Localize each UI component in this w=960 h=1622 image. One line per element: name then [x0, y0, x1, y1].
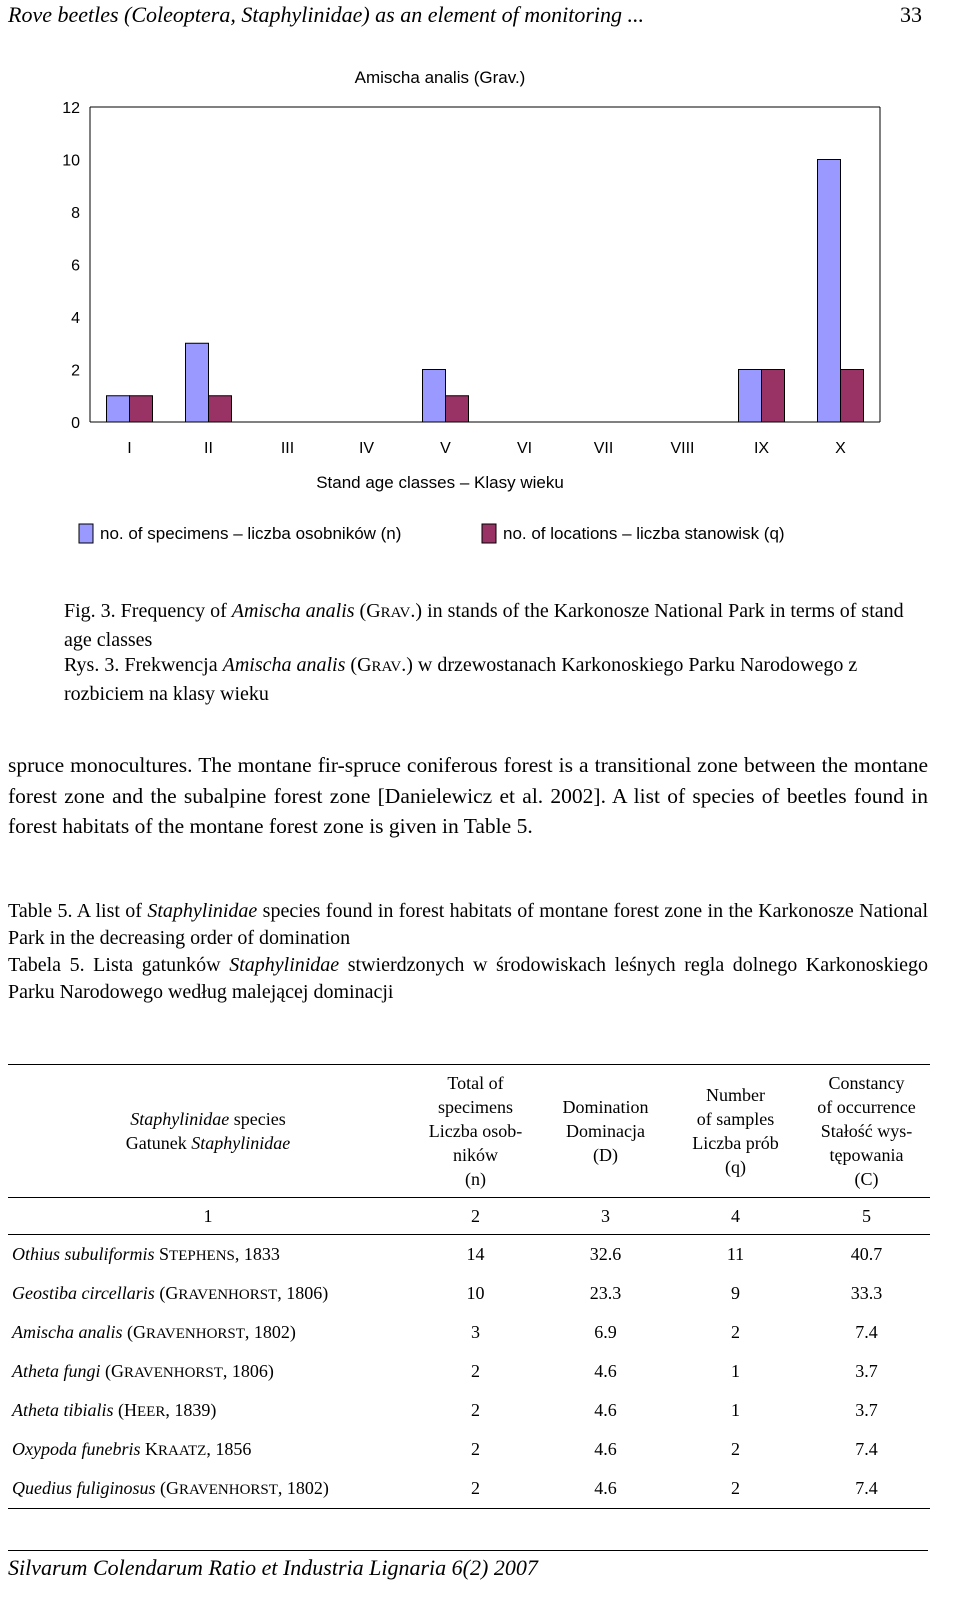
journal-footer: Silvarum Colendarum Ratio et Industria Lignaria 6(2) 2007	[8, 1555, 538, 1580]
header-total-specimens: Total of specimens Liczba osob- ników (n)	[408, 1065, 543, 1198]
legend-swatch-specimens	[79, 524, 93, 543]
x-tick-label: V	[440, 440, 451, 457]
constancy-cell: 40.7	[850, 1244, 883, 1264]
x-tick-label: X	[835, 440, 846, 457]
samples-cell: 2	[731, 1322, 740, 1342]
species-table	[8, 1064, 930, 1509]
constancy-cell: 33.3	[850, 1283, 883, 1303]
header-species: Staphylinidae species Gatunek Staphylinidae	[8, 1065, 408, 1198]
bar-locations-IX	[762, 370, 785, 423]
species-name-cell: Geostiba circellaris (GRAVENHORST, 1806)	[12, 1283, 329, 1303]
frequency-chart	[0, 55, 960, 555]
domination-cell: 32.6	[589, 1244, 622, 1264]
x-tick-label: III	[280, 440, 295, 457]
specimens-cell: 10	[466, 1283, 485, 1303]
constancy-cell: 7.4	[855, 1322, 878, 1342]
species-name-cell: Atheta fungi (GRAVENHORST, 1806)	[12, 1361, 274, 1381]
x-tick-label: I	[127, 440, 132, 457]
x-tick-label: IV	[358, 440, 375, 457]
specimens-cell: 3	[471, 1322, 480, 1342]
x-tick-label: II	[204, 440, 213, 457]
chart-title: Amischa analis (Grav.)	[354, 68, 526, 87]
domination-cell: 4.6	[594, 1439, 617, 1459]
bar-locations-II	[209, 396, 232, 422]
table-row	[8, 1430, 930, 1469]
bar-specimens-II	[186, 343, 209, 422]
domination-cell: 23.3	[589, 1283, 622, 1303]
species-name-cell: Oxypoda funebris KRAATZ, 1856	[12, 1439, 252, 1459]
legend-label-specimens: no. of specimens – liczba osobników (n)	[100, 524, 402, 543]
header-number-of-samples: Number of samples Liczba prób (q)	[668, 1065, 803, 1198]
species-name-cell: Othius subuliformis STEPHENS, 1833	[12, 1244, 280, 1264]
x-tick-label: IX	[753, 440, 770, 457]
table-caption	[8, 898, 928, 1006]
table-row	[8, 1313, 930, 1352]
samples-cell: 1	[731, 1361, 740, 1381]
specimens-cell: 2	[408, 1469, 543, 1509]
constancy-cell: 3.7	[855, 1361, 878, 1381]
samples-cell: 9	[731, 1283, 740, 1303]
y-tick-label: 0	[71, 415, 80, 432]
y-tick-label: 6	[71, 257, 80, 275]
samples-cell: 2	[731, 1439, 740, 1459]
x-tick-label: VI	[516, 440, 533, 457]
domination-cell: 4.6	[543, 1469, 668, 1509]
specimens-cell: 14	[466, 1244, 485, 1264]
table-row	[8, 1469, 930, 1509]
body-paragraph: spruce monocultures. The montane fir-spruce coniferous forest is a transitional zone between the montane forest zone and the subalpine forest zone [Danielewicz et al. 2002]. A list of species of beetles found in forest habitats of the montane forest zone is given in Table 5.	[8, 753, 928, 838]
figure-caption-en: Fig. 3. Frequency of Amischa analis (GRAV.) in stands of the Karkonosze National Park in terms of stand age classes	[64, 600, 904, 651]
table-caption-en: Table 5. A list of Staphylinidae species found in forest habitats of montane forest zone in the Karkonosze National Park in the decreasing order of domination	[8, 900, 928, 949]
running-title: Rove beetles (Coleoptera, Staphylinidae) as an element of monitoring ...	[8, 2, 645, 27]
figure-caption-pl: Rys. 3. Frekwencja Amischa analis (GRAV.) w drzewostanach Karkonoskiego Parku Narodowego z rozbiciem na klasy wieku	[64, 654, 858, 705]
page-number: 33	[900, 2, 922, 27]
samples-cell: 2	[668, 1469, 803, 1509]
column-number-row: 1 2 3 4 5	[8, 1198, 930, 1235]
x-tick-label: VII	[593, 440, 614, 457]
specimens-cell: 2	[471, 1439, 480, 1459]
table-row	[8, 1352, 930, 1391]
species-name-cell: Atheta tibialis (HEER, 1839)	[12, 1400, 217, 1420]
constancy-cell: 7.4	[855, 1439, 878, 1459]
constancy-cell: 3.7	[855, 1400, 878, 1420]
species-name-cell: Quedius fuliginosus (GRAVENHORST, 1802)	[8, 1469, 408, 1509]
table-row	[8, 1391, 930, 1430]
x-tick-label: VIII	[670, 440, 695, 457]
footer-rule	[8, 1550, 928, 1551]
header-constancy: Constancy of occurrence Stałość wys- tępowania (C)	[803, 1065, 930, 1198]
bar-specimens-V	[423, 370, 446, 423]
bar-specimens-X	[818, 160, 841, 423]
bar-specimens-IX	[739, 370, 762, 423]
samples-cell: 11	[726, 1244, 745, 1264]
domination-cell: 6.9	[594, 1322, 617, 1342]
bar-specimens-I	[107, 396, 130, 422]
table-row	[8, 1274, 930, 1313]
bar-locations-X	[841, 370, 864, 423]
y-tick-label: 12	[62, 100, 80, 117]
specimens-cell: 2	[471, 1400, 480, 1420]
samples-cell: 1	[731, 1400, 740, 1420]
legend	[79, 524, 785, 543]
y-tick-label: 2	[71, 362, 80, 380]
table-header-row	[8, 1065, 930, 1198]
table-caption-pl: Tabela 5. Lista gatunków Staphylinidae stwierdzonych w środowiskach leśnych regla dolnego Karkonoskiego Parku Narodowego według malejącej dominacji	[8, 954, 929, 1003]
chart-x-label: Stand age classes – Klasy wieku	[316, 473, 564, 492]
species-name-cell: Amischa analis (GRAVENHORST, 1802)	[12, 1322, 296, 1342]
legend-swatch-locations	[482, 524, 496, 543]
table-row	[8, 1235, 930, 1275]
y-tick-label: 4	[71, 310, 80, 327]
bar-locations-I	[130, 396, 153, 422]
bar-locations-V	[446, 396, 469, 422]
y-tick-label: 8	[71, 205, 80, 222]
specimens-cell: 2	[471, 1361, 480, 1381]
y-tick-label: 10	[62, 152, 80, 170]
header-domination: Domination Dominacja (D)	[543, 1065, 668, 1198]
domination-cell: 4.6	[594, 1361, 617, 1381]
constancy-cell: 7.4	[803, 1469, 930, 1509]
legend-label-locations: no. of locations – liczba stanowisk (q)	[503, 524, 785, 543]
domination-cell: 4.6	[594, 1400, 617, 1420]
